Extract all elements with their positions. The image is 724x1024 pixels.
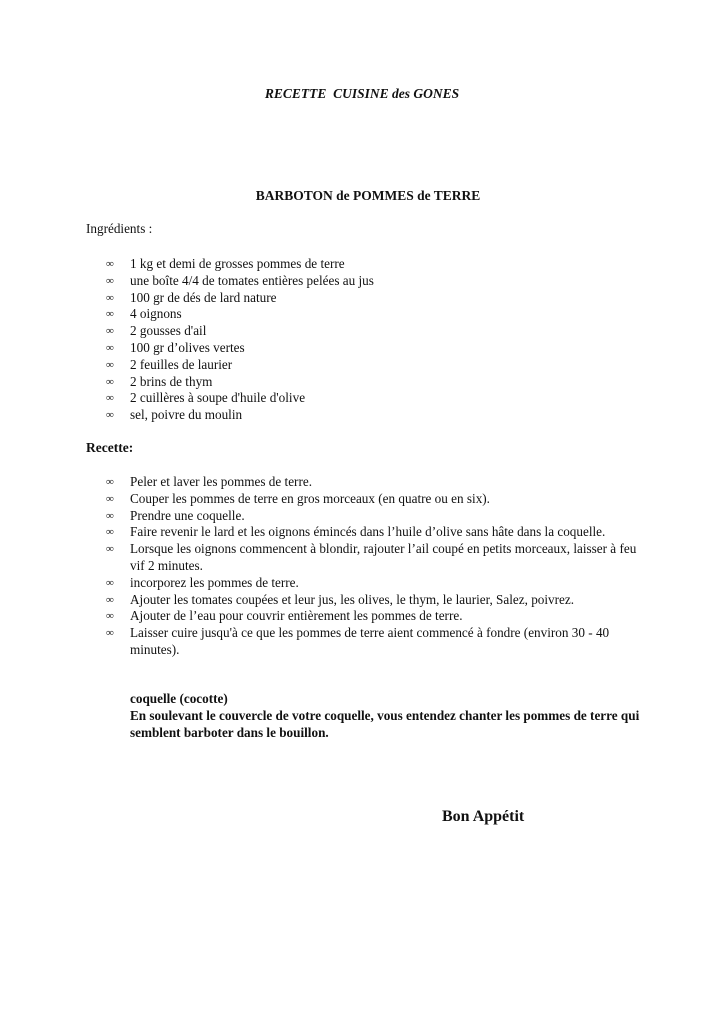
note-heading: coquelle (cocotte) [130,691,228,706]
step-text: Ajouter les tomates coupées et leur jus, les olives, le thym, le laurier, Salez, poivrez. [130,591,575,607]
list-item [106,474,646,491]
infinity-bullet-icon: ∞ [106,409,114,422]
note-block [130,691,650,741]
infinity-bullet-icon: ∞ [106,291,114,304]
step-text: Prendre une coquelle. [130,507,245,523]
infinity-bullet-icon: ∞ [106,593,114,606]
list-item [106,290,646,307]
list-item [106,508,646,525]
list-item [106,323,646,340]
infinity-bullet-icon: ∞ [106,610,114,623]
step-text: Peler et laver les pommes de terre. [130,474,312,489]
steps-list [106,474,646,659]
infinity-bullet-icon: ∞ [106,358,114,371]
step-text: Laisser cuire jusqu'à ce que les pommes de terre aient commencé à fondre (environ 30 - 40 minutes). [130,625,610,657]
list-item [106,608,646,625]
infinity-bullet-icon: ∞ [106,543,114,556]
ingredient-text: sel, poivre du moulin [130,407,243,423]
infinity-bullet-icon: ∞ [106,576,114,589]
infinity-bullet-icon: ∞ [106,526,114,539]
list-item [106,340,646,357]
ingredient-text: 4 oignons [130,306,182,322]
infinity-bullet-icon: ∞ [106,274,114,287]
ingredient-text: 2 feuilles de laurier [130,356,233,372]
ingredient-text: 2 brins de thym [130,373,213,389]
ingredient-text: 100 gr d’olives vertes [130,339,245,355]
list-item [106,592,646,609]
list-item [106,407,646,424]
step-text: Faire revenir le lard et les oignons émincés dans l’huile d’olive sans hâte dans la coquelle. [130,524,606,540]
infinity-bullet-icon: ∞ [106,509,114,522]
step-text: Ajouter de l’eau pour couvrir entièrement les pommes de terre. [130,608,463,624]
infinity-bullet-icon: ∞ [106,392,114,405]
infinity-bullet-icon: ∞ [106,476,114,488]
list-item [106,575,646,592]
list-item [106,541,646,575]
list-item [106,524,646,541]
list-item [106,357,646,374]
closing-text: Bon Appétit [442,808,525,825]
header-title: RECETTE CUISINE des GONES [264,86,460,101]
recette-label: Recette: [86,440,134,455]
infinity-bullet-icon: ∞ [106,375,114,388]
infinity-bullet-icon: ∞ [106,258,114,270]
infinity-bullet-icon: ∞ [106,308,114,321]
ingredient-text: une boîte 4/4 de tomates entières pelées au jus [130,272,374,288]
infinity-bullet-icon: ∞ [106,325,114,338]
list-item [106,390,646,407]
infinity-bullet-icon: ∞ [106,341,114,354]
step-text: Couper les pommes de terre en gros morceaux (en quatre ou en six). [130,490,490,506]
list-item [106,625,646,659]
list-item [106,256,646,273]
infinity-bullet-icon: ∞ [106,492,114,505]
ingredients-list [106,256,646,424]
ingredient-text: 2 cuillères à soupe d'huile d'olive [130,390,306,406]
list-item [106,374,646,391]
step-text: incorporez les pommes de terre. [130,574,299,590]
note-text: En soulevant le couvercle de votre coquelle, vous entendez chanter les pommes de terre qui semblent barboter dans le bouillon. [130,707,640,740]
ingredients-label: Ingrédients : [86,221,153,236]
ingredient-text: 100 gr de dés de lard nature [130,289,277,305]
ingredient-text: 2 gousses d'ail [130,323,207,339]
list-item [106,491,646,508]
recipe-title: BARBOTON de POMMES de TERRE [255,188,481,203]
list-item [106,306,646,323]
infinity-bullet-icon: ∞ [106,627,114,640]
list-item [106,273,646,290]
step-text: Lorsque les oignons commencent à blondir, rajouter l’ail coupé en petits morceaux, laisser à feu vif 2 minutes. [130,541,637,573]
ingredient-text: 1 kg et demi de grosses pommes de terre [130,256,345,271]
